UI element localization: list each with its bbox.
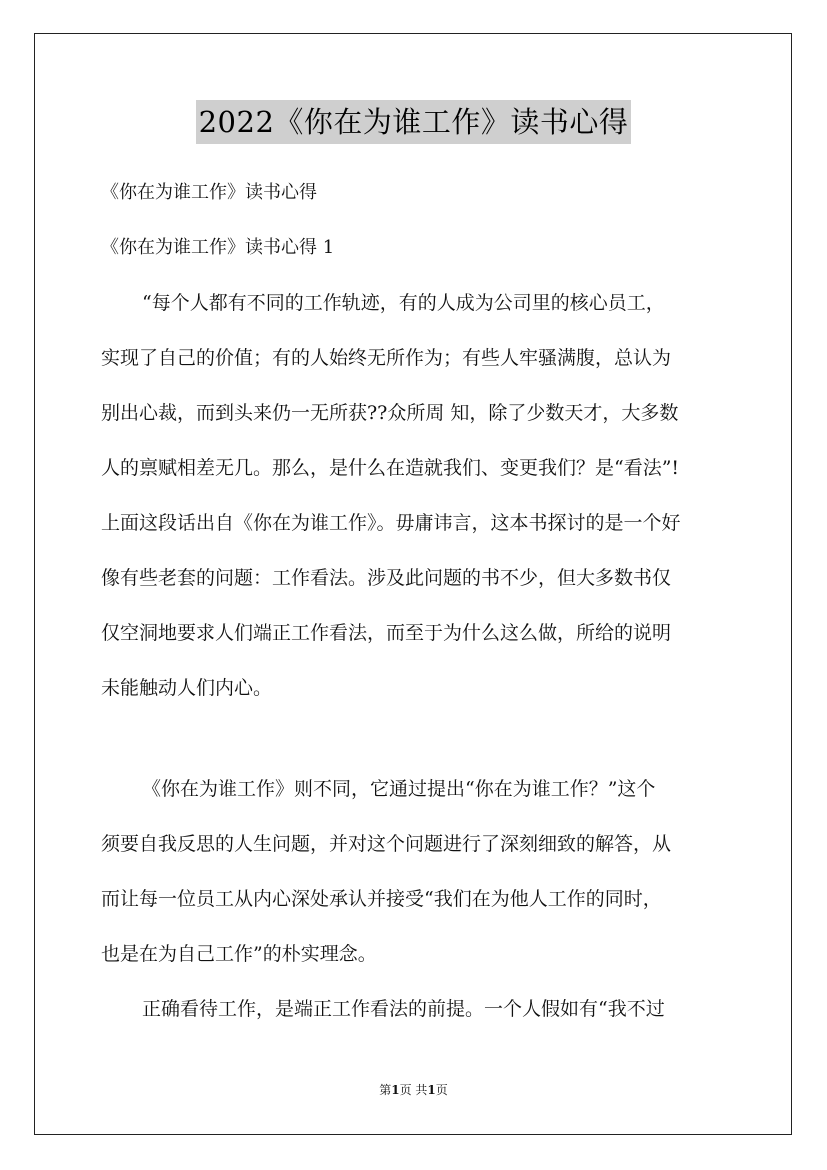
paragraph-line: 须要自我反思的人生问题，并对这个问题进行了深刻细致的解答，从 xyxy=(101,833,672,855)
paragraph-line: 实现了自己的价值；有的人始终无所作为；有些人牢骚满腹，总认为 xyxy=(101,347,672,369)
footer-page-number: 1 xyxy=(391,1083,400,1097)
footer-suffix: 页 xyxy=(435,1083,448,1097)
paragraph-line: “每个人都有不同的工作轨迹，有的人成为公司里的核心员工， xyxy=(142,292,665,314)
footer-total-pages: 1 xyxy=(427,1083,436,1097)
paragraph-line: 未能触动人们内心。 xyxy=(101,677,273,699)
paragraph-line: 人的禀赋相差无几。那么，是什么在造就我们、变更我们？是“看法”! xyxy=(101,457,680,479)
page-footer xyxy=(0,1082,827,1098)
paragraph-line: 正确看待工作，是端正工作看法的前提。一个人假如有“我不过 xyxy=(142,998,665,1020)
paragraph-line: 也是在为自己工作”的朴实理念。 xyxy=(101,943,377,965)
paragraph-line: 仅空洞地要求人们端正工作看法，而至于为什么这么做，所给的说明 xyxy=(101,622,672,644)
footer-mid: 页 共 xyxy=(399,1083,428,1097)
footer-prefix: 第 xyxy=(379,1083,392,1097)
paragraph-line: 上面这段话出自《你在为谁工作》。毋庸讳言，这本书探讨的是一个好 xyxy=(101,512,681,534)
section-heading: 《你在为谁工作》读书心得 1 xyxy=(101,237,335,258)
paragraph-line: 而让每一位员工从内心深处承认并接受“我们在为他人工作的同时， xyxy=(101,888,662,910)
paragraph-line: 别出心裁，而到头来仍一无所获??众所周 知，除了少数天才，大多数 xyxy=(101,402,679,424)
paragraph-line: 像有些老套的问题：工作看法。涉及此问题的书不少，但大多数书仅 xyxy=(101,567,672,589)
paragraph-line: 《你在为谁工作》则不同，它通过提出“你在为谁工作？”这个 xyxy=(142,778,656,800)
title-container xyxy=(0,100,827,144)
document-title: 2022《你在为谁工作》读书心得 xyxy=(196,100,632,144)
subtitle-heading: 《你在为谁工作》读书心得 xyxy=(101,182,317,203)
